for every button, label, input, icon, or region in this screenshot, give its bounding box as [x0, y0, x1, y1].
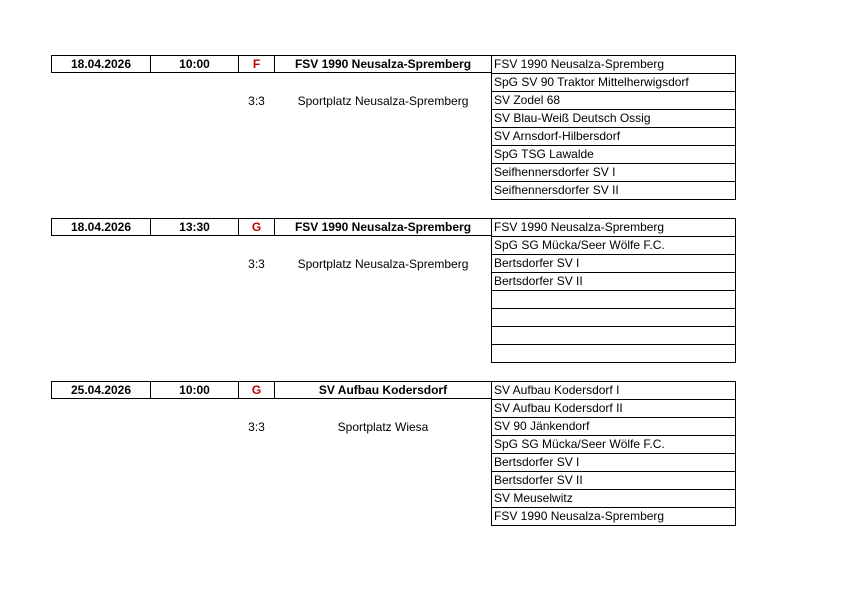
team-row: Bertsdorfer SV II — [491, 273, 736, 291]
team-row: SpG SG Mücka/Seer Wölfe F.C. — [491, 237, 736, 255]
team-row: SpG SG Mücka/Seer Wölfe F.C. — [491, 436, 736, 454]
match-group: G — [238, 381, 275, 399]
matchday-block-3 — [0, 381, 849, 545]
match-host: SV Aufbau Kodersdorf — [274, 381, 492, 399]
match-group: F — [238, 55, 275, 73]
team-row: SV Aufbau Kodersdorf II — [491, 400, 736, 418]
team-row: SpG TSG Lawalde — [491, 146, 736, 164]
team-list — [491, 55, 736, 200]
team-row: SV Meuselwitz — [491, 490, 736, 508]
team-row — [491, 327, 736, 345]
team-row: Bertsdorfer SV II — [491, 472, 736, 490]
match-time: 13:30 — [150, 218, 239, 236]
team-list — [491, 381, 736, 526]
team-row: SV Arnsdorf-Hilbersdorf — [491, 128, 736, 146]
matchday-block-1 — [0, 55, 849, 219]
team-row: Bertsdorfer SV I — [491, 454, 736, 472]
team-row: FSV 1990 Neusalza-Spremberg — [491, 508, 736, 526]
team-row: Bertsdorfer SV I — [491, 255, 736, 273]
match-date: 18.04.2026 — [51, 55, 151, 73]
team-list — [491, 218, 736, 363]
team-row — [491, 309, 736, 327]
match-date: 25.04.2026 — [51, 381, 151, 399]
match-time: 10:00 — [150, 55, 239, 73]
game-mode: 3:3 — [248, 93, 265, 108]
team-row — [491, 345, 736, 363]
team-row: SV Aufbau Kodersdorf I — [491, 382, 736, 400]
team-row: SpG SV 90 Traktor Mittelherwigsdorf — [491, 74, 736, 92]
venue: Sportplatz Neusalza-Spremberg — [297, 256, 469, 271]
team-row — [491, 291, 736, 309]
match-host: FSV 1990 Neusalza-Spremberg — [274, 218, 492, 236]
venue: Sportplatz Neusalza-Spremberg — [297, 93, 469, 108]
matchday-block-2 — [0, 218, 849, 382]
match-time: 10:00 — [150, 381, 239, 399]
game-mode: 3:3 — [248, 256, 265, 271]
team-row: Seifhennersdorfer SV II — [491, 182, 736, 200]
team-row: SV Zodel 68 — [491, 92, 736, 110]
team-row: SV 90 Jänkendorf — [491, 418, 736, 436]
venue: Sportplatz Wiesa — [337, 419, 429, 434]
team-row: FSV 1990 Neusalza-Spremberg — [491, 219, 736, 237]
match-group: G — [238, 218, 275, 236]
team-row: Seifhennersdorfer SV I — [491, 164, 736, 182]
team-row: FSV 1990 Neusalza-Spremberg — [491, 56, 736, 74]
match-host: FSV 1990 Neusalza-Spremberg — [274, 55, 492, 73]
match-date: 18.04.2026 — [51, 218, 151, 236]
game-mode: 3:3 — [248, 419, 265, 434]
team-row: SV Blau-Weiß Deutsch Ossig — [491, 110, 736, 128]
